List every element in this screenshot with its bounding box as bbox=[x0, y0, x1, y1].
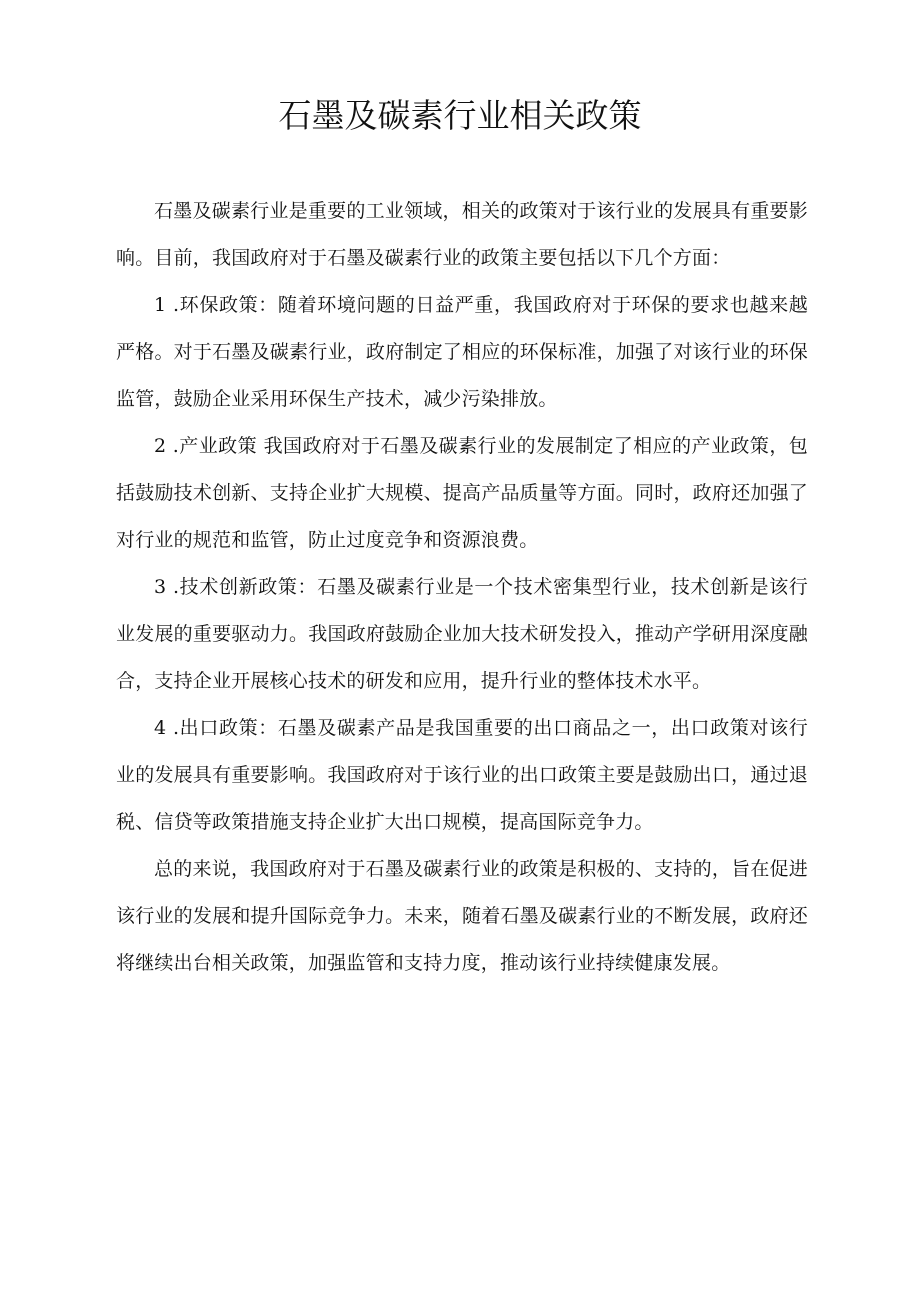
paragraph-intro: 石墨及碳素行业是重要的工业领域，相关的政策对于该行业的发展具有重要影响。目前，我国政府对于石墨及碳素行业的政策主要包括以下几个方面： bbox=[116, 200, 808, 269]
document-body bbox=[116, 188, 808, 987]
document-title: 石墨及碳素行业相关政策 bbox=[278, 96, 642, 135]
paragraph-conclusion: 总的来说，我国政府对于石墨及碳素行业的政策是积极的、支持的，旨在促进该行业的发展和提升国际竞争力。未来，随着石墨及碳素行业的不断发展，政府还将继续出台相关政策，加强监管和支持力度，推动该行业持续健康发展。 bbox=[116, 858, 808, 974]
paragraph-industrial-policy: 2 .产业政策 我国政府对于石墨及碳素行业的发展制定了相应的产业政策，包括鼓励技术创新、支持企业扩大规模、提高产品质量等方面。同时，政府还加强了对行业的规范和监管，防止过度竞争和资源浪费。 bbox=[116, 435, 808, 551]
paragraph-environmental-policy: 1 .环保政策：随着环境问题的日益严重，我国政府对于环保的要求也越来越严格。对于石墨及碳素行业，政府制定了相应的环保标准，加强了对该行业的环保监管，鼓励企业采用环保生产技术，减少污染排放。 bbox=[116, 294, 808, 410]
paragraph-export-policy: 4 .出口政策：石墨及碳素产品是我国重要的出口商品之一，出口政策对该行业的发展具有重要影响。我国政府对于该行业的出口政策主要是鼓励出口，通过退税、信贷等政策措施支持企业扩大出口规模，提高国际竞争力。 bbox=[116, 717, 808, 833]
paragraph-innovation-policy: 3 .技术创新政策：石墨及碳素行业是一个技术密集型行业，技术创新是该行业发展的重要驱动力。我国政府鼓励企业加大技术研发投入，推动产学研用深度融合，支持企业开展核心技术的研发和应用，提升行业的整体技术水平。 bbox=[116, 576, 808, 692]
